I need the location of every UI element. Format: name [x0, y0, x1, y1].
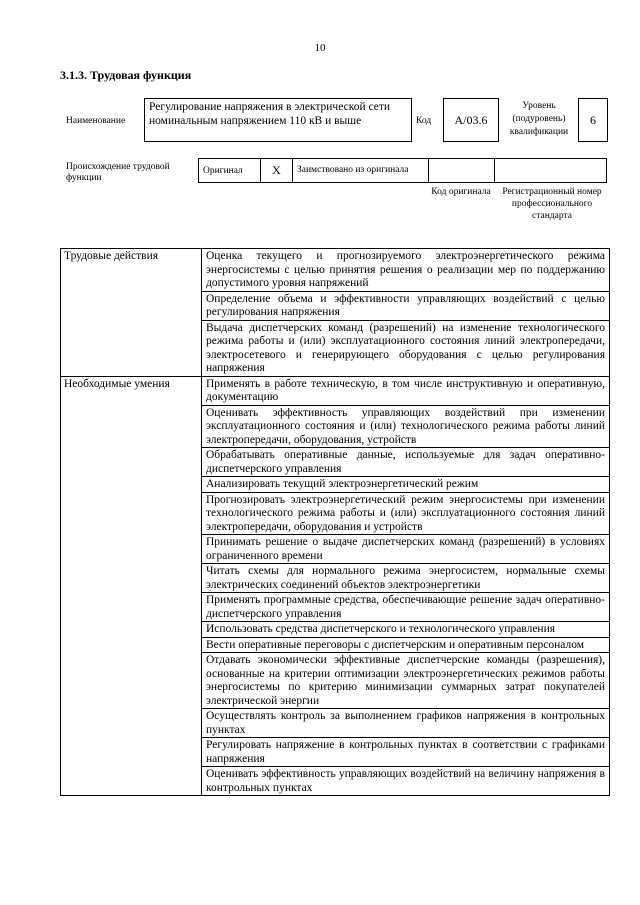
list-item: Анализировать текущий электроэнергетический режим: [202, 477, 610, 493]
reg-number-caption: Регистрационный номер профессионального стандарта: [502, 187, 602, 221]
list-item: Выдача диспетчерских команд (разрешений) на изменение технологического режима работы и (или) эксплуатационного состояния линий электропередачи, электросетевого и генерирующего оборудования с целью регулирования напряжения: [202, 320, 610, 376]
list-item: Использовать средства диспетчерского и технологического управления: [202, 622, 610, 638]
reg-number-cell: [495, 159, 607, 183]
list-item: Обрабатывать оперативные данные, используемые для задач оперативно-диспетчерского управления: [202, 448, 610, 477]
section-heading: Трудовые действия: [61, 249, 202, 377]
list-item: Осуществлять контроль за выполнением графиков напряжения в контрольных пунктах: [202, 709, 610, 738]
list-item: Оценивать эффективность управляющих воздействий на величину напряжения в контрольных пунктах: [202, 767, 610, 796]
name-label: Наименование: [66, 116, 126, 126]
list-item: Вести оперативные переговоры с диспетчерским и оперативным персоналом: [202, 637, 610, 653]
borrowed-label: Заимствовано из оригинала: [293, 159, 429, 183]
list-item: Читать схемы для нормального режима энергосистем, нормальные схемы электрических соединений объектов электроэнергетики: [202, 564, 610, 593]
original-mark: X: [261, 159, 293, 183]
section-heading: Необходимые умения: [61, 376, 202, 796]
list-item: Оценка текущего и прогнозируемого электроэнергетического режима энергосистемы с целью принятия решения о реализации мер по поддержанию допустимого уровня напряжений: [202, 249, 610, 292]
list-item: Прогнозировать электроэнергетический режим энергосистемы при изменении технологического режима работы и (или) эксплуатационного состояния линий электропередачи, оборудования и устройств: [202, 492, 610, 535]
list-item: Применять в работе техническую, в том числе инструктивную и оперативную, документацию: [202, 376, 610, 405]
table-row: [61, 376, 610, 405]
list-item: Определение объема и эффективности управляющих воздействий с целью регулирования напряжения: [202, 291, 610, 320]
function-name-box: Регулирование напряжения в электрической сети номинальным напряжением 110 кВ и выше: [144, 98, 412, 142]
original-code-cell: [429, 159, 495, 183]
code-label: Код: [416, 116, 432, 126]
original-code-caption: Код оригинала: [431, 187, 491, 197]
origin-table: [198, 158, 607, 183]
list-item: Оценивать эффективность управляющих воздействий при изменении эксплуатационного состояния и (или) технологического режима работы линий электропередачи, оборудования, устройств: [202, 405, 610, 448]
list-item: Отдавать экономически эффективные диспетчерские команды (разрешения), основанные на критерии оптимизации электроэнергетических режимов работы энергосистемы по критерию минимизации суммарных затрат покупателей электрической энергии: [202, 653, 610, 709]
page-number: 10: [314, 42, 326, 54]
list-item: Принимать решение о выдаче диспетчерских команд (разрешений) в условиях ограниченного времени: [202, 535, 610, 564]
list-item: Регулировать напряжение в контрольных пунктах в соответствии с графиками напряжения: [202, 738, 610, 767]
function-table: [60, 248, 610, 796]
original-label: Оригинал: [199, 159, 261, 183]
code-value-box: A/03.6: [443, 98, 499, 142]
section-title: 3.1.3. Трудовая функция: [60, 68, 192, 82]
level-value-box: 6: [578, 98, 608, 142]
level-label: Уровень (подуровень) квалификации: [509, 101, 569, 137]
list-item: Применять программные средства, обеспечивающие решение задач оперативно-диспетчерского управления: [202, 593, 610, 622]
table-row: [61, 249, 610, 292]
origin-label: Происхождение трудовой функции: [66, 162, 170, 183]
